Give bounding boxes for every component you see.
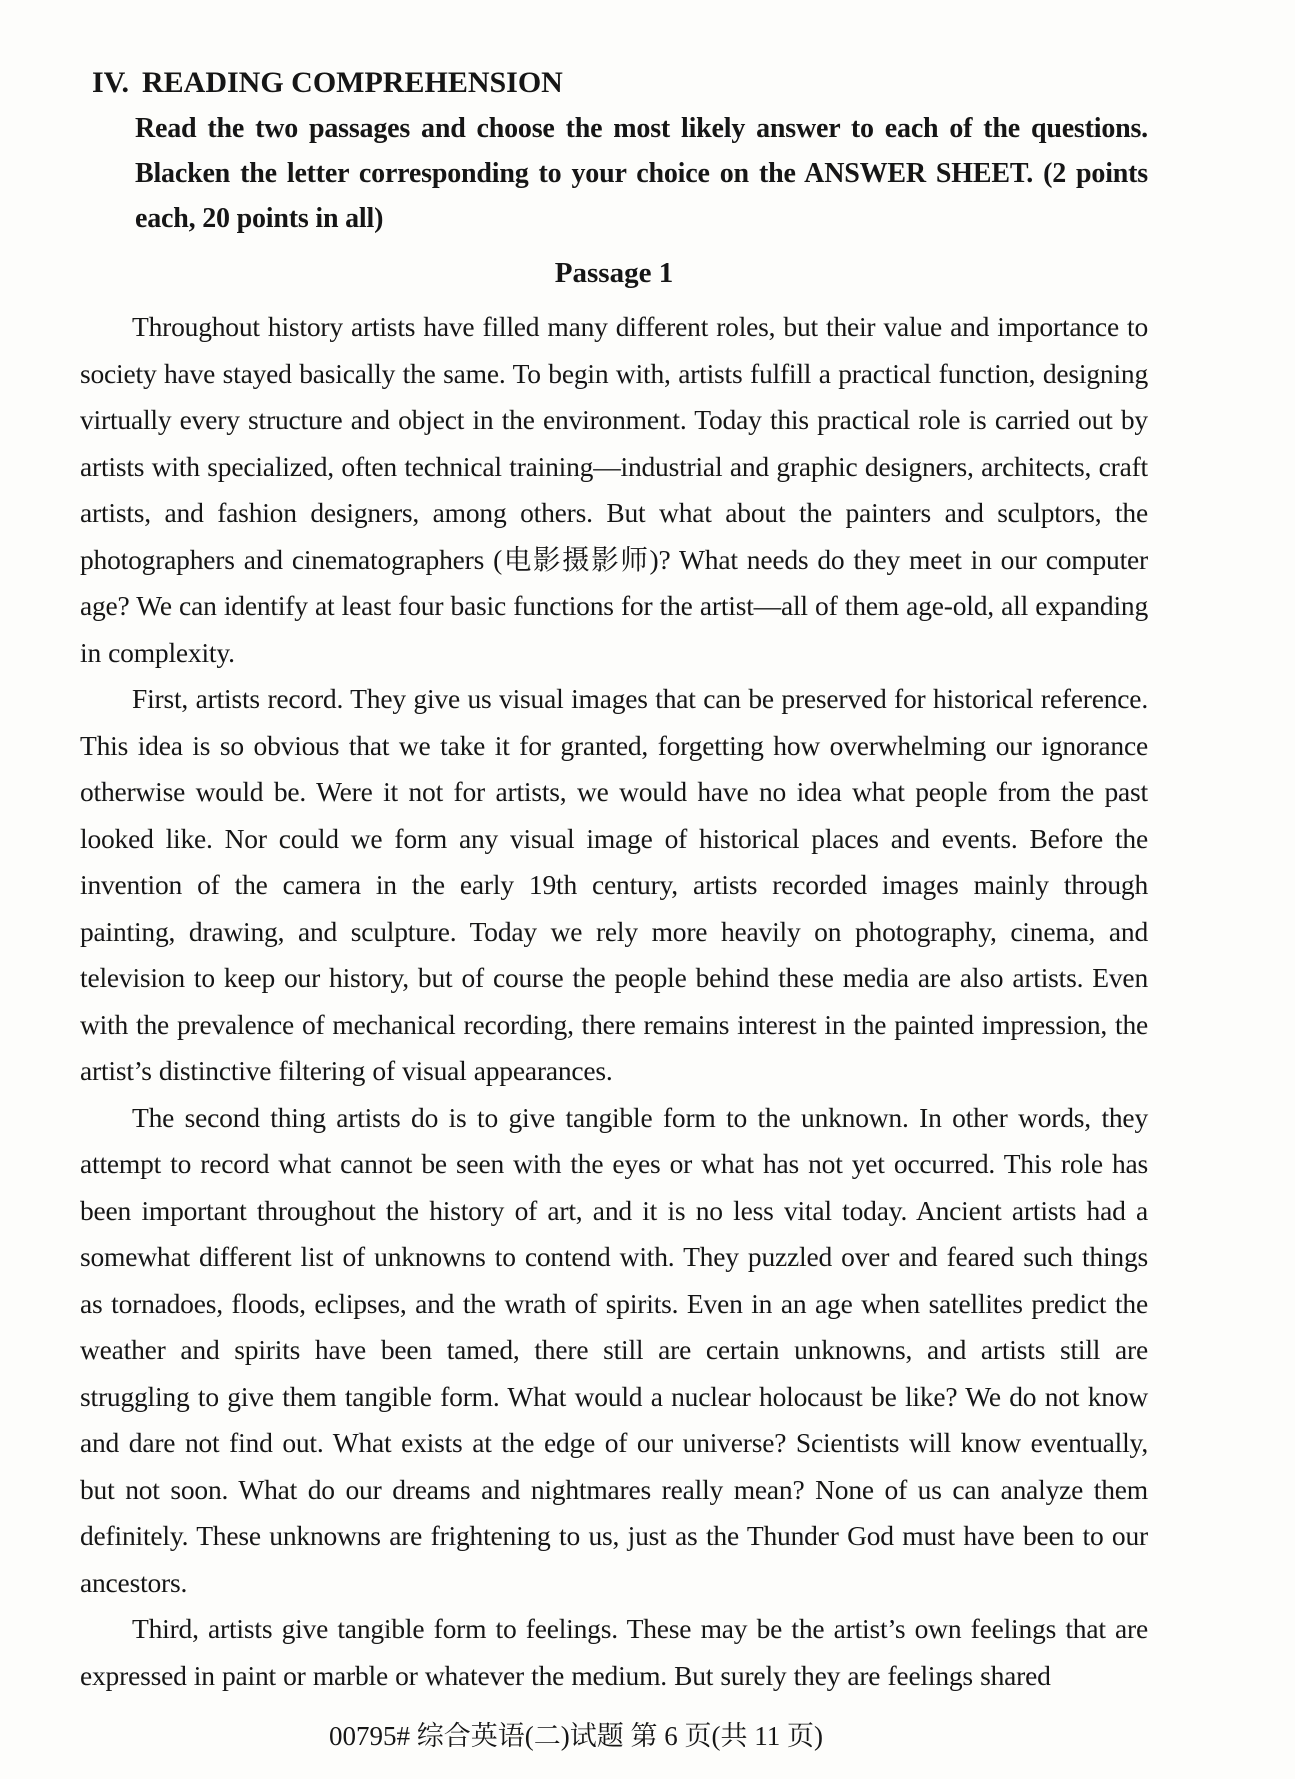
- section-header: [92, 59, 1148, 106]
- section-number: IV.: [92, 66, 129, 99]
- section-instructions: Read the two passages and choose the most likely answer to each of the questions. Blacken the letter corresponding to your choice on the ANSWER SHEET. (2 points each, 20 points in all): [135, 113, 1148, 234]
- passage-body: [80, 304, 1148, 1699]
- page-footer: 00795# 综合英语(二)试题 第 6 页(共 11 页): [329, 1721, 823, 1751]
- passage-title: Passage 1: [554, 257, 674, 289]
- passage-paragraph-4: Third, artists give tangible form to feelings. These may be the artist’s own feelings that are expressed in paint or marble or whatever the medium. But surely they are feelings shared: [80, 1613, 1148, 1691]
- section-title: READING COMPREHENSION: [141, 66, 563, 99]
- passage-paragraph-2: First, artists record. They give us visual images that can be preserved for historical reference. This idea is so obvious that we take it for granted, forgetting how overwhelming our ignorance otherwise would be. Were it not for artists, we would have no idea what people from the past looked like. Nor could we form any visual image of historical places and events. Before the invention of the camera in the early 19th century, artists recorded images mainly through painting, drawing, and sculpture. Today we rely more heavily on photography, cinema, and television to keep our history, but of course the people behind these media are also artists. Even with the prevalence of mechanical recording, there remains interest in the painted impression, the artist’s distinctive filtering of visual appearances.: [80, 683, 1148, 1086]
- passage-paragraph-1: Throughout history artists have filled many different roles, but their value and importance to society have stayed basically the same. To begin with, artists fulfill a practical function, designing virtually every structure and object in the environment. Today this practical role is carried out by artists with specialized, often technical training—industrial and graphic designers, architects, craft artists, and fashion designers, among others. But what about the painters and sculptors, the photographers and cinematographers (电影摄影师)? What needs do they meet in our computer age? We can identify at least four basic functions for the artist—all of them age-old, all expanding in complexity.: [80, 311, 1148, 668]
- passage-paragraph-3: The second thing artists do is to give tangible form to the unknown. In other words, they attempt to record what cannot be seen with the eyes or what has not yet occurred. This role has been important throughout the history of art, and it is no less vital today. Ancient artists had a somewhat different list of unknowns to contend with. They puzzled over and feared such things as tornadoes, floods, eclipses, and the wrath of spirits. Even in an age when satellites predict the weather and spirits have been tamed, there still are certain unknowns, and artists still are struggling to give them tangible form. What would a nuclear holocaust be like? We do not know and dare not find out. What exists at the edge of our universe? Scientists will know eventually, but not soon. What do our dreams and nightmares really mean? None of us can analyze them definitely. These unknowns are frightening to us, just as the Thunder God must have been to our ancestors.: [80, 1101, 1148, 1598]
